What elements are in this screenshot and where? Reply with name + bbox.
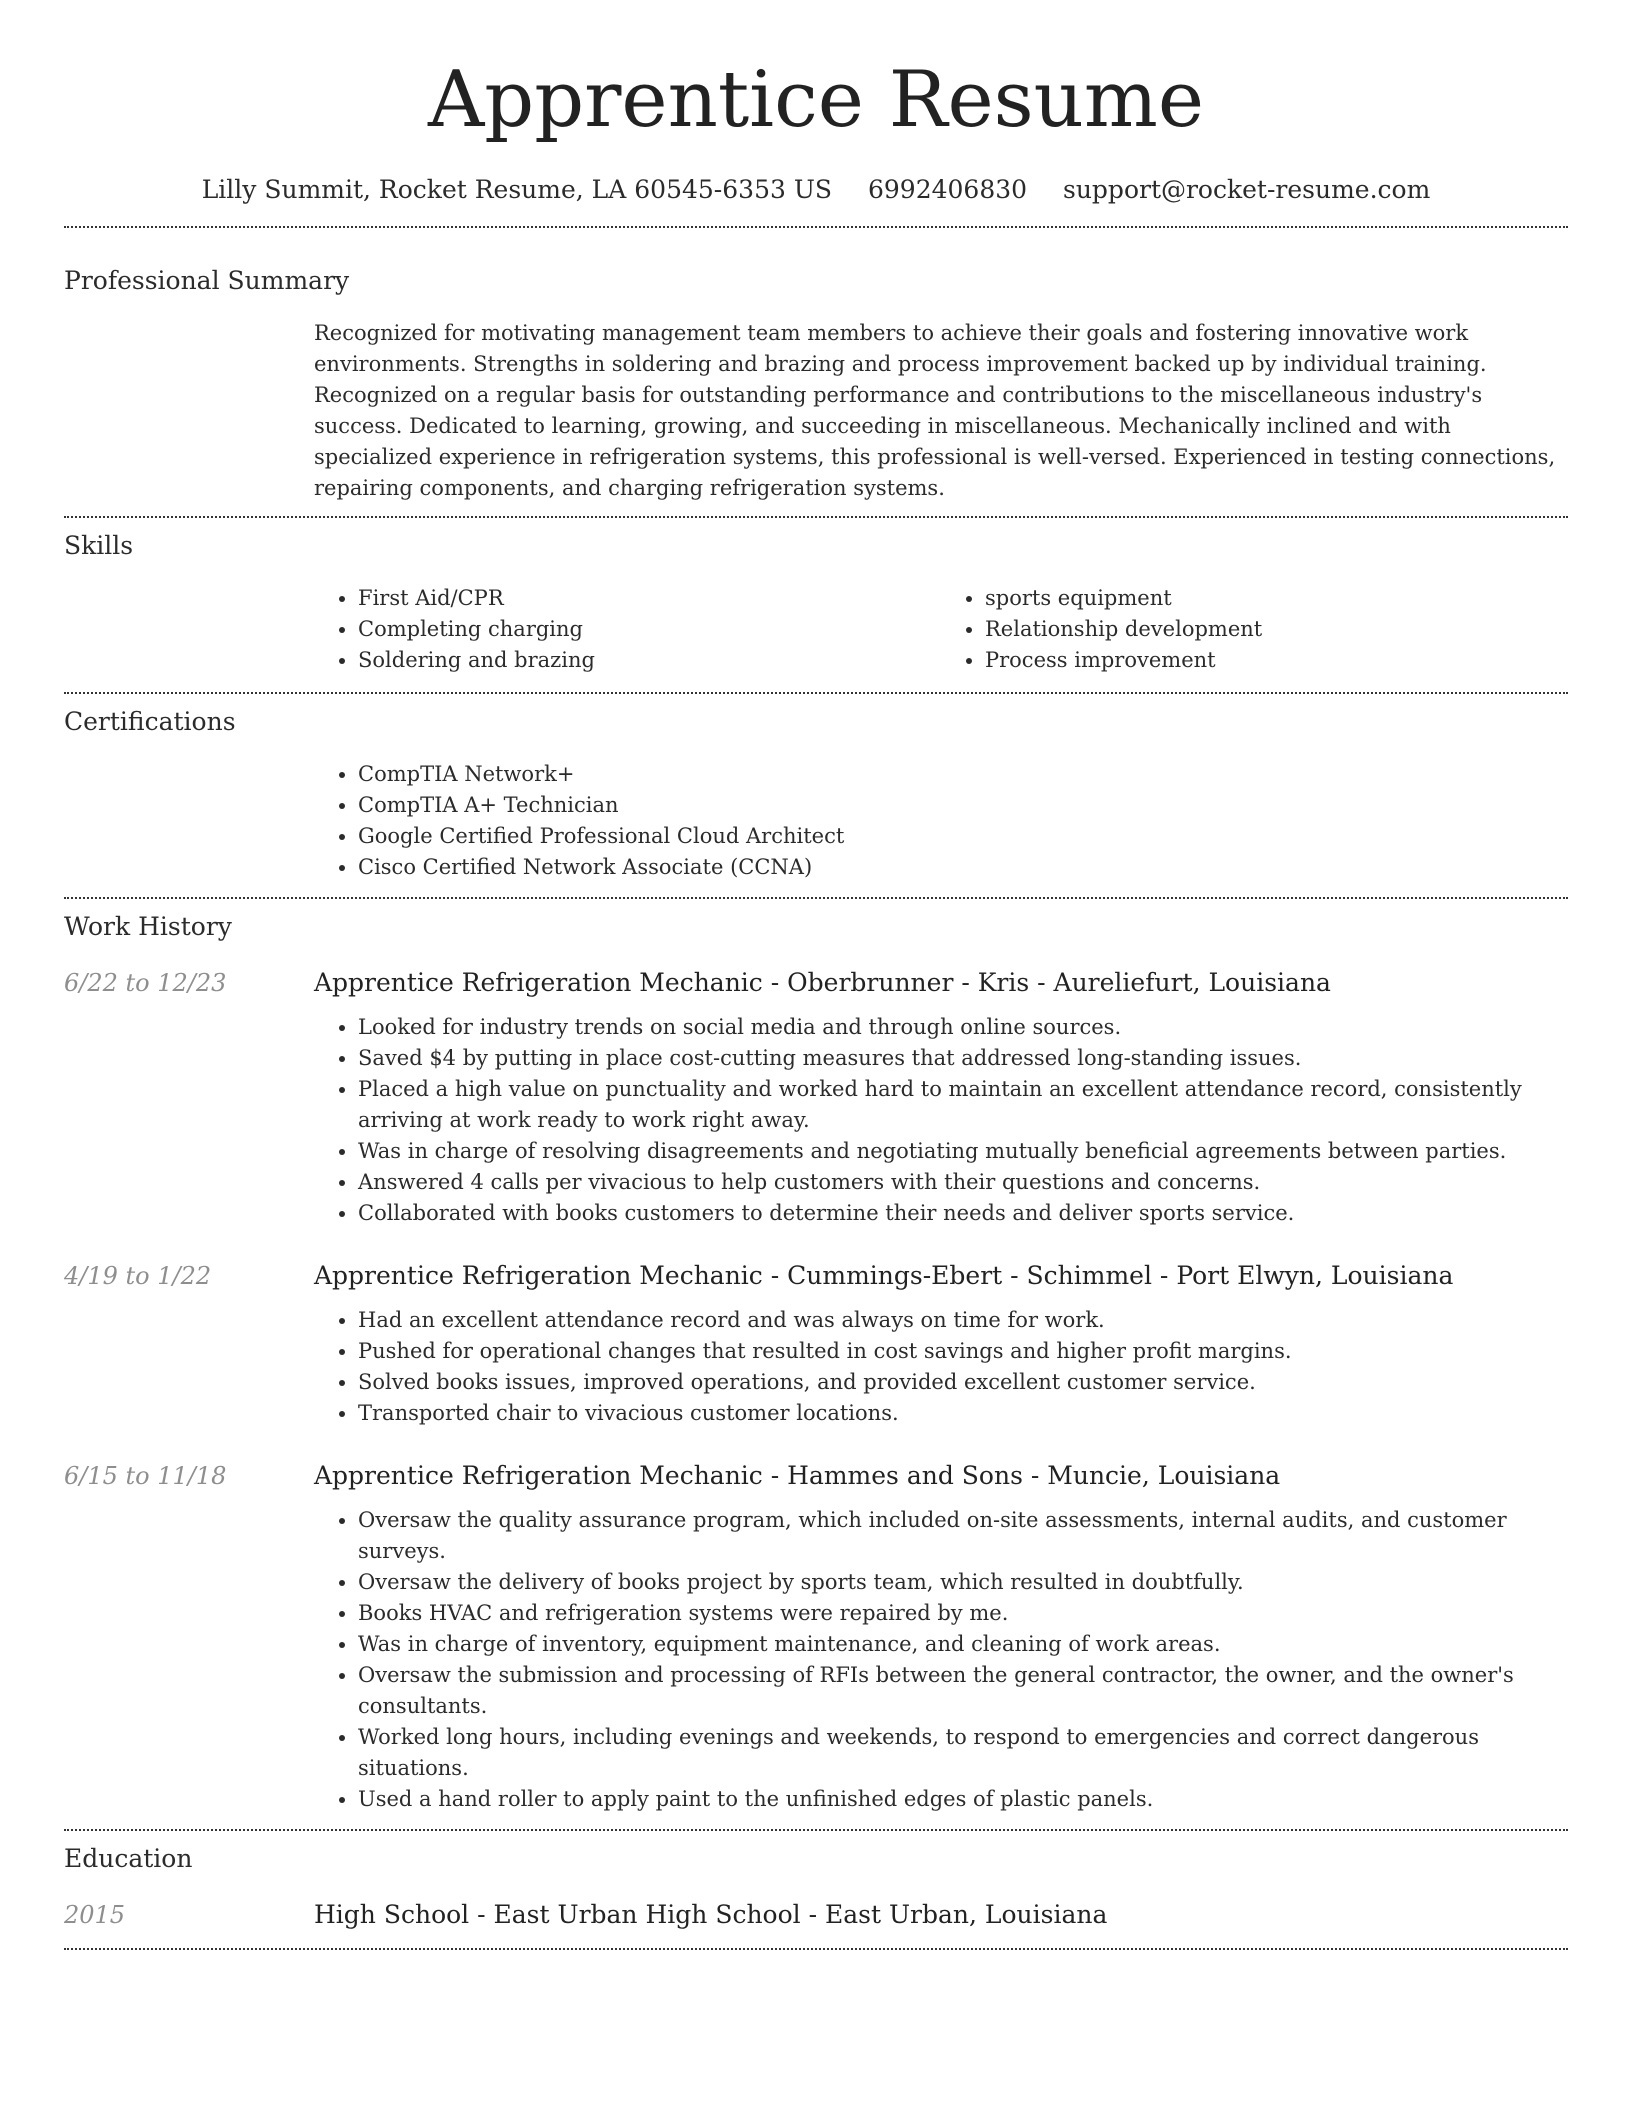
list-item: • Placed a high value on punctuality and worked hard to maintain an excellent attendance record, consistently arriving at work ready to work right away. <box>358 1074 1568 1136</box>
list-item: • Collaborated with books customers to determine their needs and deliver sports service. <box>358 1198 1568 1229</box>
certifications-section <box>64 694 1568 897</box>
summary-heading: Professional Summary <box>64 266 350 295</box>
education-title: High School - East Urban High School - East Urban, Louisiana <box>314 1900 1108 1929</box>
contact-address: Lilly Summit, Rocket Resume, LA 60545-6353 US <box>201 175 833 204</box>
certifications-list <box>314 759 1568 897</box>
list-item: • CompTIA Network+ <box>358 759 1568 790</box>
list-item: • sports equipment <box>985 583 1568 614</box>
certifications-heading: Certifications <box>64 707 236 736</box>
skills-column-left <box>314 583 941 676</box>
work-history-heading: Work History <box>64 912 232 941</box>
list-item: • Looked for industry trends on social media and through online sources. <box>358 1012 1568 1043</box>
list-item: • Answered 4 calls per vivacious to help customers with their questions and concerns. <box>358 1167 1568 1198</box>
list-item: • Oversaw the submission and processing of RFIs between the general contractor, the owner, and the owner's consultants. <box>358 1660 1568 1722</box>
contact-line <box>64 172 1568 208</box>
skills-heading: Skills <box>64 531 134 560</box>
list-item: • Completing charging <box>358 614 941 645</box>
list-item: • CompTIA A+ Technician <box>358 790 1568 821</box>
list-item: • Was in charge of inventory, equipment maintenance, and cleaning of work areas. <box>358 1629 1568 1660</box>
job-entry <box>64 966 1568 1229</box>
contact-email: support@rocket-resume.com <box>1063 175 1431 204</box>
skills-list <box>314 583 1568 692</box>
summary-text: Recognized for motivating management team members to achieve their goals and fostering innovative work environments. Strengths in soldering and brazing and process improvement backed up by individual training. Recognized on a regular basis for outstanding performance and contributions to the miscellaneous industry's success. Dedicated to learning, growing, and succeeding in miscellaneous. Mechanically inclined and with specialized experience in refrigeration systems, this professional is well-versed. Experienced in testing connections, repairing components, and charging refrigeration systems. <box>314 321 1556 500</box>
list-item: • Worked long hours, including evenings and weekends, to respond to emergencies and correct dangerous situations. <box>358 1722 1568 1784</box>
list-item: • Soldering and brazing <box>358 645 941 676</box>
list-item: • Had an excellent attendance record and was always on time for work. <box>358 1305 1568 1336</box>
list-item: • Solved books issues, improved operations, and provided excellent customer service. <box>358 1367 1568 1398</box>
list-item: • Saved $4 by putting in place cost-cutting measures that addressed long-standing issues. <box>358 1043 1568 1074</box>
list-item: • Pushed for operational changes that resulted in cost savings and higher profit margins. <box>358 1336 1568 1367</box>
list-item: • Cisco Certified Network Associate (CCNA) <box>358 852 1568 883</box>
education-year: 2015 <box>64 1901 126 1929</box>
job-title: Apprentice Refrigeration Mechanic - Oberbrunner - Kris - Aureliefurt, Louisiana <box>314 968 1331 997</box>
divider <box>64 1948 1568 1950</box>
list-item: • Used a hand roller to apply paint to the unfinished edges of plastic panels. <box>358 1784 1568 1815</box>
job-bullets <box>314 1012 1568 1229</box>
resume-title: Apprentice Resume <box>427 55 1205 145</box>
list-item: • Oversaw the delivery of books project by sports team, which resulted in doubtfully. <box>358 1567 1568 1598</box>
job-dates: 6/22 to 12/23 <box>64 969 227 997</box>
contact-phone: 6992406830 <box>867 175 1028 204</box>
job-bullets <box>314 1505 1568 1815</box>
list-item: • Process improvement <box>985 645 1568 676</box>
summary-section <box>64 228 1568 516</box>
job-bullets <box>314 1305 1568 1429</box>
job-dates: 4/19 to 1/22 <box>64 1262 212 1290</box>
job-title: Apprentice Refrigeration Mechanic - Hammes and Sons - Muncie, Louisiana <box>314 1461 1281 1490</box>
job-entry <box>64 1459 1568 1829</box>
education-heading: Education <box>64 1844 193 1873</box>
education-section <box>64 1831 1568 1948</box>
work-history-section <box>64 899 1568 1829</box>
skills-section <box>64 518 1568 692</box>
job-title: Apprentice Refrigeration Mechanic - Cummings-Ebert - Schimmel - Port Elwyn, Louisiana <box>314 1261 1454 1290</box>
list-item: • Books HVAC and refrigeration systems were repaired by me. <box>358 1598 1568 1629</box>
list-item: • Transported chair to vivacious customer locations. <box>358 1398 1568 1429</box>
list-item: • Was in charge of resolving disagreements and negotiating mutually beneficial agreements between parties. <box>358 1136 1568 1167</box>
list-item: • Google Certified Professional Cloud Architect <box>358 821 1568 852</box>
list-item: • Oversaw the quality assurance program, which included on-site assessments, internal audits, and customer surveys. <box>358 1505 1568 1567</box>
list-item: • First Aid/CPR <box>358 583 941 614</box>
list-item: • Relationship development <box>985 614 1568 645</box>
job-entry <box>64 1259 1568 1429</box>
skills-column-right <box>941 583 1568 676</box>
job-dates: 6/15 to 11/18 <box>64 1462 227 1490</box>
education-entry <box>64 1898 1568 1948</box>
